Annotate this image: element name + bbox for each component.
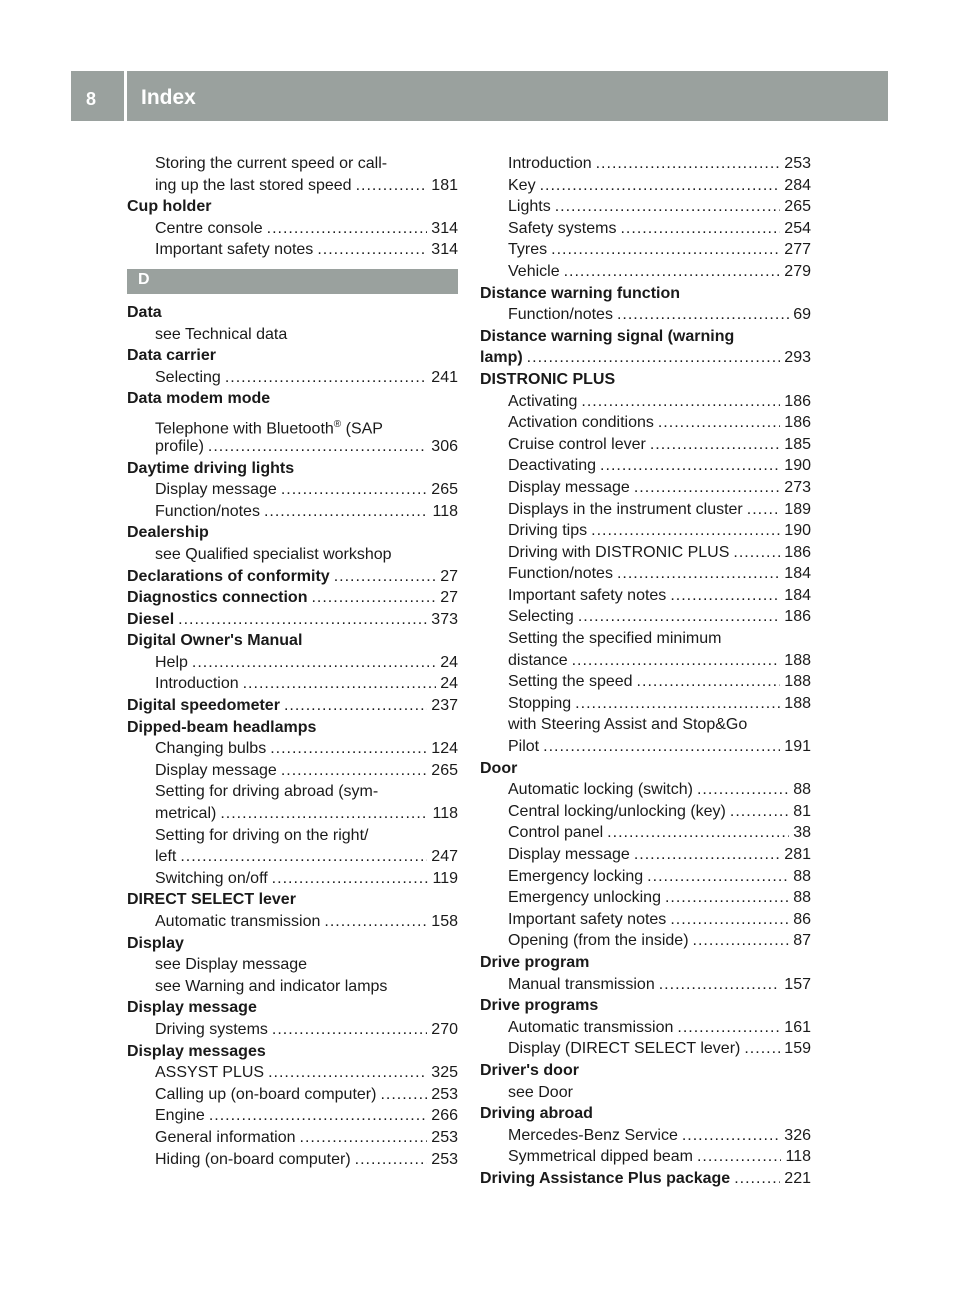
index-subentry — [480, 455, 811, 477]
dot-leader — [268, 1062, 427, 1084]
page-reference: 221 — [784, 1169, 811, 1187]
index-subentry — [480, 563, 811, 585]
entry-label: Introduction — [508, 155, 592, 172]
index-heading: Digital Owner's Manual — [127, 632, 303, 650]
subentry-text-after: (SAP — [341, 420, 383, 438]
page-reference: 157 — [784, 975, 811, 993]
dot-leader — [300, 1127, 428, 1149]
index-subentry — [480, 477, 811, 499]
index-heading: Drive programs — [480, 997, 599, 1015]
entry-label: Introduction — [155, 675, 239, 693]
entry-label: Important safety notes — [155, 241, 314, 259]
entry-label: Central locking/unlocking (key) — [508, 802, 726, 820]
entry-label: Diesel — [127, 610, 175, 628]
entry-label: General information — [155, 1128, 296, 1146]
index-heading: Daytime driving lights — [127, 459, 295, 477]
index-subentry — [127, 868, 458, 890]
dot-leader — [317, 239, 427, 261]
index-subentry — [480, 499, 811, 521]
entry-label: Control panel — [508, 824, 604, 842]
page-reference: 306 — [431, 437, 458, 455]
entry-label: profile) — [155, 437, 204, 455]
dot-leader — [380, 1084, 427, 1106]
entry-label: Help — [155, 653, 188, 671]
page-reference: 81 — [793, 802, 811, 820]
entry-label: Displays in the instrument cluster — [508, 500, 743, 518]
page-reference: 88 — [793, 889, 811, 907]
entry-label: left — [155, 848, 177, 866]
page-reference: 27 — [440, 567, 458, 585]
index-subentry — [127, 436, 458, 458]
dot-leader — [551, 239, 780, 261]
entry-label: Mercedes-Benz Service — [508, 1126, 678, 1144]
dot-leader — [208, 436, 427, 458]
subentry-text-before: Telephone with Bluetooth — [155, 420, 334, 438]
entry-label: Activating — [508, 392, 578, 410]
page-reference: 254 — [784, 219, 811, 237]
entry-label: Symmetrical dipped beam — [508, 1148, 693, 1166]
page-reference: 265 — [431, 481, 458, 499]
index-heading: DIRECT SELECT lever — [127, 891, 296, 909]
entry-label: Important safety notes — [508, 910, 667, 928]
entry-label: Important safety notes — [508, 586, 667, 604]
index-subentry-text: Setting for driving abroad (sym- — [155, 783, 379, 801]
index-subentry-text: see Door — [508, 1083, 573, 1101]
page-reference: 158 — [431, 913, 458, 930]
entry-label: Display message — [508, 478, 630, 496]
entry-label: Driving with DISTRONIC PLUS — [508, 543, 730, 561]
page-reference: 284 — [784, 176, 811, 194]
index-subentry — [480, 218, 811, 240]
dot-leader — [693, 930, 790, 952]
index-subentry — [127, 738, 458, 760]
page-reference: 184 — [784, 565, 811, 583]
entry-label: Diagnostics connection — [127, 589, 308, 607]
entry-label: Manual transmission — [508, 975, 655, 993]
page-reference: 189 — [784, 500, 811, 518]
dot-leader — [334, 566, 437, 588]
index-subentry — [480, 693, 811, 715]
index-subentry — [480, 153, 811, 175]
page-reference: 270 — [431, 1020, 458, 1038]
dot-leader — [572, 650, 781, 672]
dot-leader — [180, 846, 427, 868]
dot-leader — [697, 779, 789, 801]
dot-leader — [272, 1019, 427, 1041]
dot-leader — [607, 822, 789, 844]
page-reference: 181 — [431, 176, 458, 194]
entry-label: Pilot — [508, 738, 540, 756]
dot-leader — [578, 606, 780, 628]
index-column-right — [480, 153, 811, 1190]
page-reference: 188 — [784, 673, 811, 691]
index-subentry-text: Setting the specified minimum — [508, 630, 722, 648]
index-subentry-text: see Technical data — [155, 325, 288, 343]
page-reference: 186 — [784, 543, 811, 561]
dot-leader — [734, 1168, 780, 1190]
entry-label: ing up the last stored speed — [155, 176, 352, 194]
index-subentry — [480, 304, 811, 326]
index-subentry — [127, 218, 458, 240]
entry-label: Display (DIRECT SELECT lever) — [508, 1040, 741, 1058]
page-reference: 253 — [431, 1128, 458, 1146]
page-reference: 190 — [784, 457, 811, 475]
dot-leader — [697, 1146, 782, 1168]
page-reference: 88 — [793, 867, 811, 885]
dot-leader — [267, 218, 428, 240]
entry-label: Emergency unlocking — [508, 889, 661, 907]
entry-label: Vehicle — [508, 262, 560, 280]
entry-label: Display message — [155, 481, 277, 499]
index-subentry — [480, 822, 811, 844]
index-subentry — [480, 1038, 811, 1060]
dot-leader — [311, 587, 436, 609]
entry-label: Lights — [508, 198, 551, 216]
index-subentry — [127, 1019, 458, 1041]
index-heading: Display message — [127, 999, 257, 1017]
index-subentry — [480, 974, 811, 996]
dot-leader — [324, 911, 427, 933]
page-reference: 241 — [431, 368, 458, 386]
dot-leader — [555, 196, 781, 218]
page-reference: 279 — [784, 262, 811, 280]
index-subentry-text: see Warning and indicator lamps — [155, 977, 388, 995]
index-subentry — [480, 1017, 811, 1039]
entry-label: Emergency locking — [508, 867, 644, 885]
index-subentry — [127, 239, 458, 261]
dot-leader — [192, 652, 436, 674]
index-subentry — [480, 175, 811, 197]
page-reference: 186 — [784, 392, 811, 410]
index-subentry — [127, 911, 458, 933]
index-heading: Cup holder — [127, 198, 212, 216]
dot-leader — [209, 1105, 427, 1127]
index-heading-entry — [127, 609, 458, 631]
page-reference: 184 — [784, 586, 811, 604]
dot-leader — [272, 868, 429, 890]
entry-label: distance — [508, 651, 568, 669]
page-reference: 24 — [440, 653, 458, 671]
page-reference: 88 — [793, 781, 811, 799]
index-subentry — [480, 779, 811, 801]
index-subentry — [480, 909, 811, 931]
dot-leader — [658, 412, 780, 434]
page-reference: 124 — [431, 740, 458, 758]
index-heading-entry — [480, 1168, 811, 1190]
dot-leader — [670, 585, 780, 607]
dot-leader — [600, 455, 780, 477]
entry-label: Calling up (on-board computer) — [155, 1085, 377, 1103]
index-subentry — [127, 803, 458, 825]
index-subentry — [127, 1127, 458, 1149]
index-subentry — [127, 479, 458, 501]
page-reference: 159 — [784, 1040, 811, 1058]
page-reference: 253 — [431, 1085, 458, 1103]
page-reference: 314 — [431, 241, 458, 259]
section-title: Index — [141, 86, 196, 109]
index-subentry — [480, 887, 811, 909]
page-reference: 86 — [793, 910, 811, 928]
dot-leader — [596, 153, 781, 175]
dot-leader — [281, 760, 427, 782]
dot-leader — [620, 218, 780, 240]
page-reference: 24 — [440, 675, 458, 693]
dot-leader — [659, 974, 781, 996]
dot-leader — [284, 695, 427, 717]
entry-label: Safety systems — [508, 219, 617, 237]
dot-leader — [243, 673, 437, 695]
dot-leader — [527, 347, 781, 369]
entry-label: Hiding (on-board computer) — [155, 1150, 351, 1168]
index-subentry — [480, 520, 811, 542]
index-subentry — [127, 1105, 458, 1127]
entry-label: Opening (from the inside) — [508, 932, 689, 950]
index-subentry — [480, 650, 811, 672]
entry-label: Declarations of conformity — [127, 567, 330, 585]
dot-leader — [665, 887, 789, 909]
page-reference: 69 — [793, 306, 811, 324]
dot-leader — [747, 499, 781, 521]
dot-leader — [682, 1125, 780, 1147]
index-subentry — [127, 175, 458, 197]
page-reference: 118 — [785, 1148, 811, 1166]
page-reference: 314 — [431, 219, 458, 237]
index-subentry — [480, 239, 811, 261]
entry-label: Deactivating — [508, 457, 597, 475]
page-reference: 265 — [784, 198, 811, 216]
page-number: 8 — [86, 89, 97, 109]
page-reference: 326 — [784, 1126, 811, 1144]
page-reference: 253 — [431, 1150, 458, 1168]
dot-leader — [730, 801, 789, 823]
entry-label: Automatic transmission — [155, 913, 321, 930]
index-heading: Distance warning signal (warning — [480, 327, 735, 345]
index-heading: Display messages — [127, 1042, 266, 1060]
registered-mark: ® — [333, 418, 342, 430]
index-heading: Driving abroad — [480, 1105, 593, 1123]
entry-label: metrical) — [155, 805, 217, 823]
entry-label: Selecting — [508, 608, 574, 626]
entry-label: ASSYST PLUS — [155, 1064, 265, 1082]
page-reference: 237 — [431, 697, 458, 715]
dot-leader — [355, 1149, 428, 1171]
entry-label: Engine — [155, 1107, 205, 1125]
index-heading-entry — [127, 695, 458, 717]
page-reference: 118 — [432, 502, 458, 520]
index-subentry — [480, 412, 811, 434]
index-subentry-text: see Qualified specialist workshop — [155, 545, 392, 563]
index-heading: Data — [127, 303, 162, 321]
page-reference: 27 — [440, 589, 458, 607]
page-reference: 188 — [784, 694, 811, 712]
entry-label: Function/notes — [155, 502, 260, 520]
entry-label: Changing bulbs — [155, 740, 267, 758]
index-subentry — [480, 585, 811, 607]
page-reference: 118 — [432, 805, 458, 823]
entry-label: Function/notes — [508, 565, 613, 583]
entry-label: Digital speedometer — [127, 697, 280, 715]
dot-leader — [744, 1038, 780, 1060]
page-reference: 190 — [784, 522, 811, 540]
dot-leader — [617, 304, 789, 326]
index-subentry — [480, 196, 811, 218]
dot-leader — [591, 520, 780, 542]
dot-leader — [270, 738, 427, 760]
letter-heading — [127, 269, 458, 294]
index-subentry-text: Storing the current speed or call- — [155, 155, 388, 172]
entry-label: Function/notes — [508, 306, 613, 324]
index-subentry — [127, 501, 458, 523]
index-subentry — [480, 736, 811, 758]
entry-label: Display message — [508, 846, 630, 863]
page-reference: 119 — [432, 869, 458, 887]
dot-leader — [564, 261, 781, 283]
page-reference: 266 — [431, 1107, 458, 1125]
dot-leader — [647, 866, 789, 888]
entry-label: Driving tips — [508, 522, 588, 540]
index-heading-entry — [127, 566, 458, 588]
index-subentry — [480, 844, 811, 866]
dot-leader — [264, 501, 429, 523]
dot-leader — [225, 367, 427, 389]
page-reference: 186 — [784, 608, 811, 626]
index-subentry — [480, 1125, 811, 1147]
index-subentry — [480, 391, 811, 413]
index-subentry-text: Setting for driving on the right/ — [155, 826, 369, 844]
index-subentry — [480, 801, 811, 823]
index-column-left — [127, 153, 458, 1170]
entry-label: Switching on/off — [155, 869, 268, 887]
dot-leader — [650, 434, 780, 456]
index-subentry — [127, 846, 458, 868]
dot-leader — [178, 609, 427, 631]
page-reference: 373 — [431, 610, 458, 628]
index-subentry — [480, 930, 811, 952]
entry-label: Setting the speed — [508, 673, 633, 691]
dot-leader — [356, 175, 428, 197]
index-heading: Dealership — [127, 524, 209, 542]
entry-label: Activation conditions — [508, 414, 654, 432]
index-heading-entry — [127, 587, 458, 609]
dot-leader — [617, 563, 780, 585]
entry-label: Driving systems — [155, 1020, 268, 1038]
entry-label: Automatic transmission — [508, 1018, 674, 1036]
dot-leader — [543, 736, 780, 758]
dot-leader — [634, 844, 780, 866]
dot-leader — [575, 693, 780, 715]
page-reference: 191 — [784, 738, 811, 756]
index-subentry — [127, 673, 458, 695]
index-subentry — [480, 434, 811, 456]
index-heading: Door — [480, 759, 518, 777]
page-reference: 185 — [784, 435, 811, 453]
index-heading: Driver's door — [480, 1061, 579, 1079]
dot-leader — [581, 391, 780, 413]
dot-leader — [670, 909, 789, 931]
dot-leader — [634, 477, 780, 499]
index-subentry-text: with Steering Assist and Stop&Go — [508, 716, 748, 734]
index-heading: Drive program — [480, 953, 590, 971]
index-heading: DISTRONIC PLUS — [480, 370, 616, 388]
page-reference: 188 — [784, 651, 811, 669]
page-reference: 273 — [784, 478, 811, 496]
page-reference: 38 — [793, 824, 811, 842]
index-subentry — [480, 866, 811, 888]
entry-label: Tyres — [508, 241, 548, 259]
entry-label: Centre console — [155, 219, 263, 237]
index-subentry — [127, 367, 458, 389]
index-subentry — [480, 1146, 811, 1168]
page-reference: 293 — [784, 349, 811, 367]
index-subentry — [127, 652, 458, 674]
index-subentry — [480, 542, 811, 564]
page-reference: 265 — [431, 761, 458, 779]
entry-label: Display message — [155, 761, 277, 779]
index-heading: Distance warning function — [480, 284, 681, 302]
index-heading-entry — [480, 347, 811, 369]
entry-label: Selecting — [155, 368, 221, 386]
index-subentry — [127, 1084, 458, 1106]
dot-leader — [677, 1017, 780, 1039]
dot-leader — [637, 671, 781, 693]
dot-leader — [281, 479, 427, 501]
page-reference: 325 — [431, 1064, 458, 1082]
page-reference: 277 — [784, 241, 811, 259]
index-subentry — [127, 760, 458, 782]
dot-leader — [220, 803, 428, 825]
page-reference: 186 — [784, 414, 811, 432]
index-heading: Data carrier — [127, 347, 216, 365]
entry-label: Stopping — [508, 694, 572, 712]
entry-label: Driving Assistance Plus package — [480, 1169, 731, 1187]
entry-label: Cruise control lever — [508, 435, 646, 453]
index-subentry-text — [127, 410, 458, 436]
letter-heading-text: D — [138, 270, 150, 288]
index-subentry — [480, 606, 811, 628]
index-subentry — [127, 1149, 458, 1171]
index-heading: Display — [127, 934, 184, 952]
dot-leader — [540, 175, 781, 197]
index-subentry — [480, 671, 811, 693]
dot-leader — [733, 542, 780, 564]
page-reference: 247 — [431, 848, 458, 866]
entry-label: Automatic locking (switch) — [508, 781, 693, 799]
index-subentry-text: see Display message — [155, 956, 308, 974]
page-reference: 161 — [784, 1018, 811, 1036]
index-subentry — [480, 261, 811, 283]
page-reference: 281 — [784, 846, 811, 863]
index-heading: Dipped-beam headlamps — [127, 718, 317, 736]
header-divider — [124, 71, 127, 121]
page-reference: 253 — [784, 155, 811, 172]
page-reference: 87 — [793, 932, 811, 950]
index-heading: Data modem mode — [127, 390, 271, 408]
entry-label: Key — [508, 176, 536, 194]
entry-label: lamp) — [480, 349, 523, 367]
index-subentry — [127, 1062, 458, 1084]
